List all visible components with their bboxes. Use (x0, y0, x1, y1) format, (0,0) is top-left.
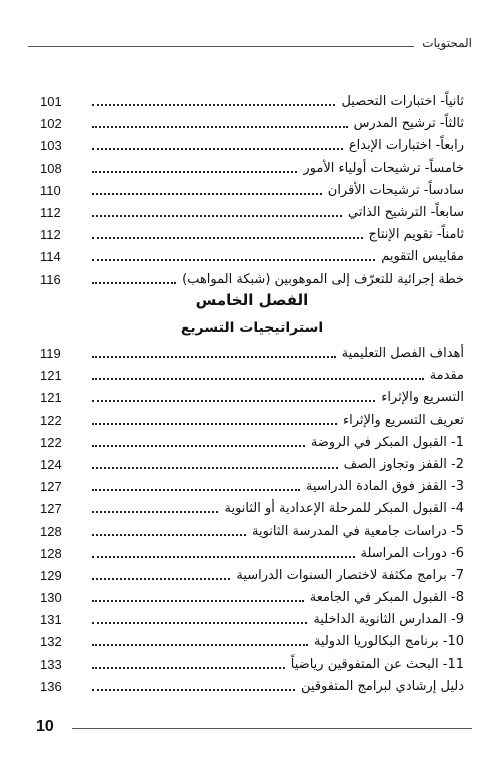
toc-page-number: 131 (40, 612, 62, 628)
toc-entry-label: ثامناً- تقويم الإنتاج (368, 227, 464, 243)
dot-leader (92, 126, 348, 128)
toc-entry-label: 2- القفز وتجاوز الصف (343, 456, 464, 472)
toc-entry-label: أهداف الفصل التعليمية (341, 346, 464, 361)
toc-entry (40, 544, 464, 564)
chapter-subtitle: استراتيجيات التسريع (180, 320, 324, 336)
toc-entry-label: سادساً- ترشيحات الأقران (327, 182, 464, 198)
toc-entry-label: ثانياً- اختبارات التحصيل (341, 94, 464, 109)
toc-entry-label: مقدمة (429, 368, 464, 384)
dot-leader (92, 689, 295, 691)
toc-entry-label: خطة إجرائية للتعرّف إلى الموهوبين (شبكة المواهب) (182, 271, 464, 287)
dot-leader (92, 237, 363, 239)
toc-entry (40, 477, 464, 497)
toc-entry-label: 1- القبول المبكر في الروضة (310, 434, 464, 450)
toc-entry (40, 610, 464, 630)
toc-page-number: 112 (40, 204, 61, 220)
toc-entry (40, 588, 464, 608)
dot-leader (92, 445, 305, 447)
toc-entry (40, 225, 464, 245)
page-number: 10 (36, 718, 54, 735)
toc-page-number: 133 (40, 656, 62, 672)
dot-leader (92, 667, 285, 669)
toc-page-number: 103 (40, 138, 62, 154)
toc-page-number: 124 (40, 456, 62, 472)
toc-page-number: 121 (40, 390, 62, 406)
toc-entry (40, 181, 464, 201)
toc-entry (40, 433, 464, 453)
dot-leader (92, 511, 218, 513)
toc-entry-label: 7- برامج مكثفة لاختصار السنوات الدراسية (236, 567, 464, 583)
toc-page-number: 114 (40, 249, 61, 265)
toc-entry (40, 632, 464, 652)
toc-section-a (40, 92, 464, 292)
toc-entry (40, 677, 464, 697)
toc-page-number: 122 (40, 412, 62, 428)
toc-page-number: 122 (40, 434, 62, 450)
toc-entry-label: رابعاً- اختبارات الإبداع (348, 138, 464, 154)
toc-entry (40, 499, 464, 519)
running-header-title: المحتويات (422, 36, 472, 50)
toc-entry (40, 655, 464, 675)
toc-entry (40, 203, 464, 223)
toc-page-number: 110 (40, 182, 61, 198)
dot-leader (92, 578, 230, 580)
toc-page-number: 129 (40, 567, 62, 583)
dot-leader (92, 259, 375, 261)
toc-page-number: 130 (40, 590, 62, 606)
toc-entry (40, 455, 464, 475)
dot-leader (92, 104, 335, 106)
dot-leader (92, 534, 246, 536)
dot-leader (92, 489, 300, 491)
dot-leader (92, 215, 342, 217)
toc-page-number: 136 (40, 678, 62, 694)
toc-entry-label: 11- البحث عن المتفوقين رياضياً (290, 656, 464, 672)
page-header (28, 34, 472, 54)
toc-entry (40, 114, 464, 134)
toc-entry (40, 411, 464, 431)
dot-leader (92, 193, 322, 195)
toc-entry-label: 10- برنامج البكالوريا الدولية (313, 634, 464, 650)
toc-page-number: 116 (40, 271, 61, 287)
dot-leader (92, 171, 297, 173)
chapter-title: الفصل الخامس (195, 291, 309, 309)
toc-entry-label: ثالثاً- ترشيح المدرس (353, 116, 464, 132)
toc-page-number: 128 (40, 523, 62, 539)
dot-leader (92, 622, 307, 624)
toc-page-number: 119 (40, 346, 61, 361)
toc-entry-label: التسريع والإثراء (381, 390, 464, 406)
toc-entry-label: دليل إرشادي لبرامج المتفوقين (301, 678, 464, 694)
toc-page-number: 108 (40, 160, 62, 176)
toc-page-number: 132 (40, 634, 62, 650)
toc-page-number: 128 (40, 545, 62, 561)
toc-entry-label: خامساً- ترشيحات أولياء الأمور (303, 160, 464, 176)
toc-entry (40, 566, 464, 586)
toc-page-number: 112 (40, 227, 61, 243)
dot-leader (92, 467, 338, 469)
toc-entry-label: مقاييس التقويم (381, 249, 464, 265)
toc-entry (40, 388, 464, 408)
toc-entry-label: 4- القبول المبكر للمرحلة الإعدادية أو الثانوية (224, 501, 464, 517)
toc-entry (40, 522, 464, 542)
toc-entry-label: 3- القفز فوق المادة الدراسية (305, 479, 464, 495)
toc-entry-label: 9- المدارس الثانوية الداخلية (313, 612, 464, 628)
toc-page-number: 101 (40, 94, 62, 109)
dot-leader (92, 644, 308, 646)
dot-leader (92, 282, 176, 284)
toc-entry (40, 92, 464, 112)
toc-entry (40, 344, 464, 364)
toc-page-number: 127 (40, 479, 62, 495)
toc-entry (40, 247, 464, 267)
toc-entry (40, 270, 464, 290)
toc-entry-label: تعريف التسريع والإثراء (342, 412, 464, 428)
dot-leader (92, 600, 304, 602)
page-footer (28, 718, 472, 742)
toc-page-number: 121 (40, 368, 62, 384)
dot-leader (92, 356, 336, 358)
dot-leader (92, 378, 424, 380)
footer-rule (72, 728, 472, 729)
toc-entry-label: سابعاً- الترشيح الذاتي (348, 204, 464, 220)
header-rule (28, 46, 414, 47)
toc-entry (40, 159, 464, 179)
toc-page-number: 102 (40, 116, 62, 132)
toc-entry (40, 366, 464, 386)
dot-leader (92, 423, 337, 425)
dot-leader (92, 148, 343, 150)
toc-entry (40, 136, 464, 156)
dot-leader (92, 400, 375, 402)
toc-page-number: 127 (40, 501, 62, 517)
toc-entry-label: 8- القبول المبكر في الجامعة (309, 590, 464, 606)
dot-leader (92, 556, 355, 558)
toc-entry-label: 6- دورات المراسلة (360, 545, 464, 561)
toc-section-b (40, 344, 464, 699)
toc-entry-label: 5- دراسات جامعية في المدرسة الثانوية (251, 523, 464, 539)
